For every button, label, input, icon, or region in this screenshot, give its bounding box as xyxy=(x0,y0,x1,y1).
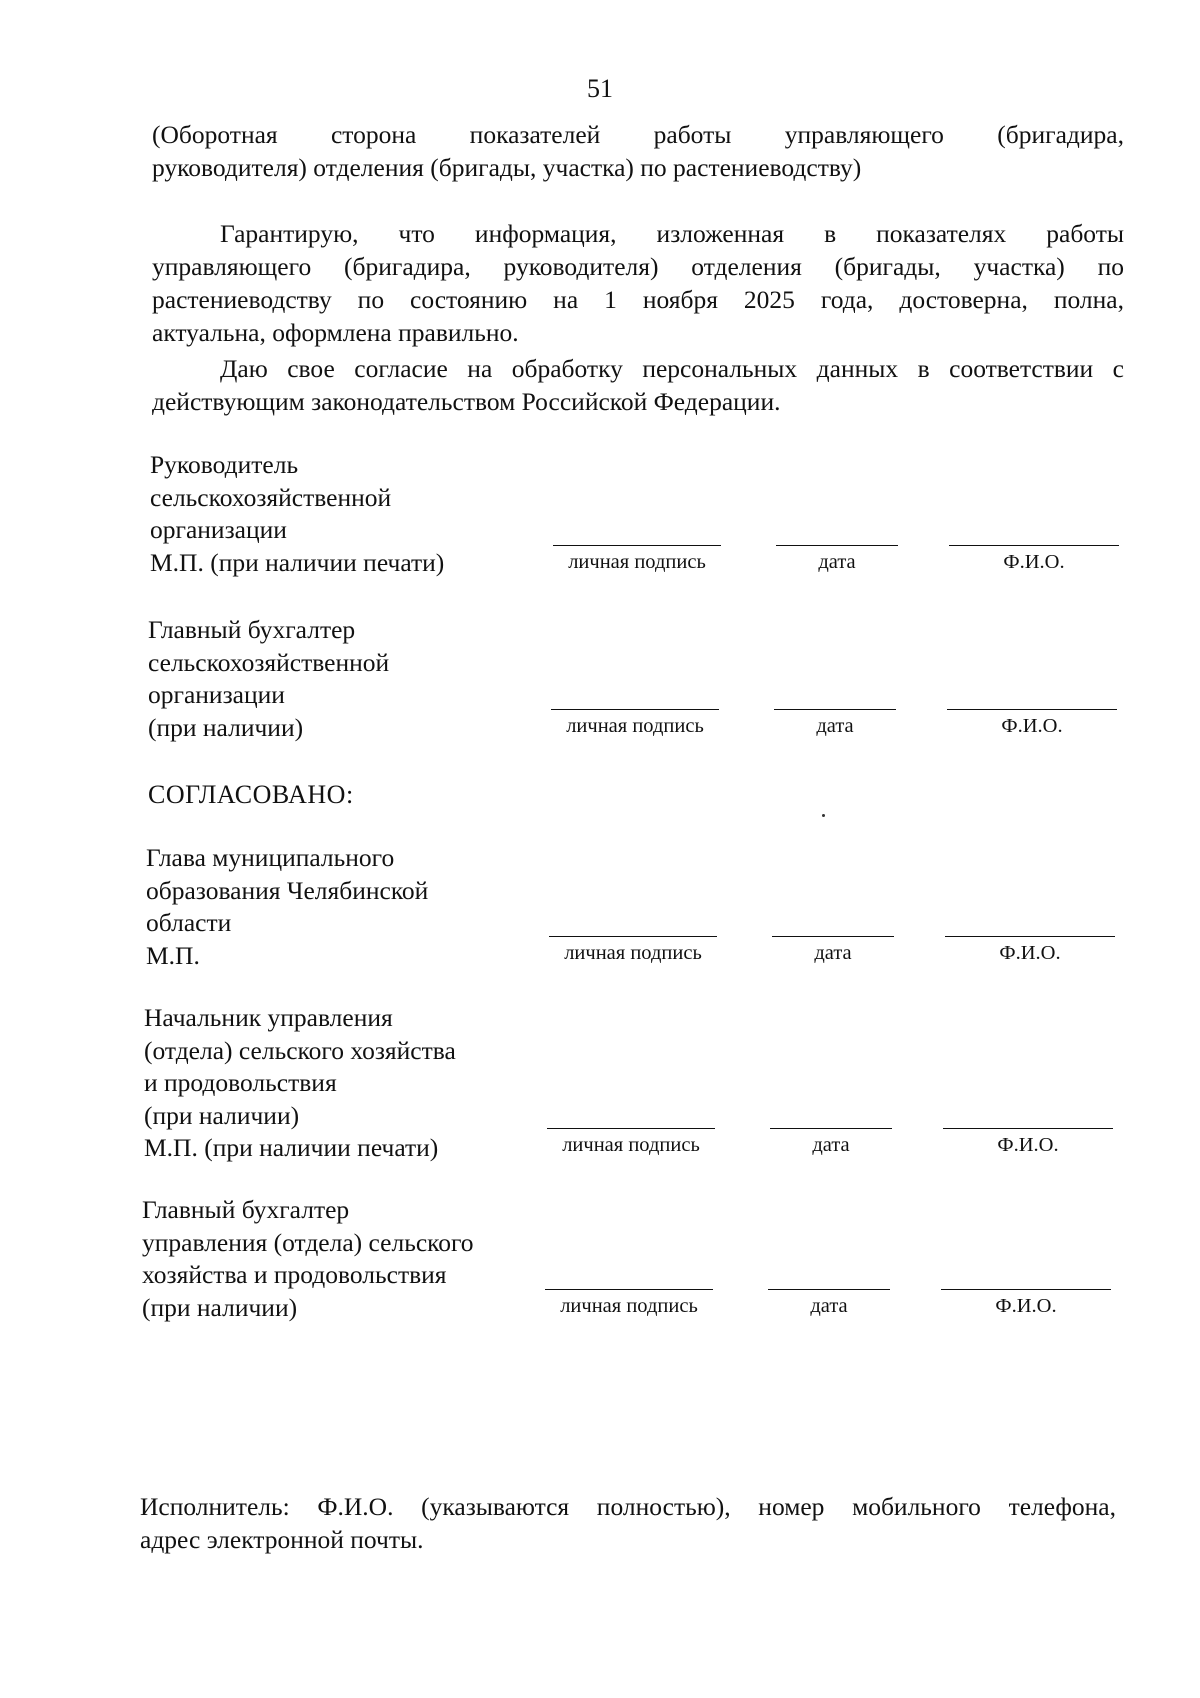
role-line: сельскохозяйственной xyxy=(148,647,390,677)
role-line: образования Челябинской xyxy=(146,875,429,905)
signature-line[interactable] xyxy=(553,545,721,546)
signature-line[interactable] xyxy=(551,709,719,710)
role-line: (при наличии) xyxy=(142,1292,298,1322)
role-line: М.П. (при наличии печати) xyxy=(150,547,445,577)
name-line[interactable] xyxy=(947,709,1117,710)
name-caption: Ф.И.О. xyxy=(1001,715,1063,737)
date-line[interactable] xyxy=(776,545,898,546)
signatory-role xyxy=(142,1194,474,1324)
agreed-heading: СОГЛАСОВАНО: xyxy=(148,780,354,809)
role-line: управления (отдела) сельского xyxy=(142,1227,474,1257)
signatory-role xyxy=(148,614,389,744)
signature-caption: личная подпись xyxy=(562,1134,700,1156)
role-line: хозяйства и продовольствия xyxy=(142,1260,447,1289)
date-caption: дата xyxy=(816,715,854,737)
role-line: организации xyxy=(148,680,285,709)
name-caption: Ф.И.О. xyxy=(997,1134,1059,1156)
signatory-role xyxy=(146,842,428,972)
consent-line-2: действующим законодательством Российской Федерации. xyxy=(152,387,781,416)
role-line: организации xyxy=(150,515,287,544)
guarantee-paragraph xyxy=(152,217,1124,349)
name-line[interactable] xyxy=(949,545,1119,546)
date-line[interactable] xyxy=(772,936,894,937)
role-line: Глава муниципального xyxy=(146,843,395,872)
signature-line[interactable] xyxy=(545,1289,713,1290)
name-caption: Ф.И.О. xyxy=(995,1295,1057,1317)
signature-caption: личная подпись xyxy=(566,715,704,737)
name-caption: Ф.И.О. xyxy=(999,942,1061,964)
name-caption: Ф.И.О. xyxy=(1003,551,1065,573)
role-line: Начальник управления xyxy=(144,1003,393,1032)
role-line: (при наличии) xyxy=(144,1100,300,1130)
signatory-role xyxy=(150,449,444,579)
signature-line[interactable] xyxy=(549,936,717,937)
date-line[interactable] xyxy=(770,1128,892,1129)
consent-paragraph xyxy=(152,352,1124,418)
guarantee-line-1: Гарантирую, что информация, изложенная в показателях работы xyxy=(220,219,1124,248)
role-line: области xyxy=(146,908,232,937)
role-line: М.П. xyxy=(146,940,200,970)
signatory-role xyxy=(144,1002,456,1165)
signature-caption: личная подпись xyxy=(568,551,706,573)
guarantee-line-2: управляющего (бригадира, руководителя) отделения (бригады, участка) по xyxy=(152,252,1124,281)
scan-speck xyxy=(822,814,825,817)
role-line: и продовольствия xyxy=(144,1068,337,1097)
name-line[interactable] xyxy=(945,936,1115,937)
guarantee-line-3: растениеводству по состоянию на 1 ноября 2025 года, достоверна, полна, xyxy=(152,285,1124,314)
date-line[interactable] xyxy=(774,709,896,710)
signature-caption: личная подпись xyxy=(564,942,702,964)
signature-line[interactable] xyxy=(547,1128,715,1129)
role-line: Главный бухгалтер xyxy=(148,615,356,644)
name-line[interactable] xyxy=(941,1289,1111,1290)
date-line[interactable] xyxy=(768,1289,890,1290)
consent-line-1: Даю свое согласие на обработку персональных данных в соответствии с xyxy=(220,354,1124,383)
role-line: сельскохозяйственной xyxy=(150,482,392,512)
name-line[interactable] xyxy=(943,1128,1113,1129)
date-caption: дата xyxy=(810,1295,848,1317)
role-line: (отдела) сельского хозяйства xyxy=(144,1035,456,1065)
form-subtitle xyxy=(152,118,1124,184)
executor-line-1: Исполнитель: Ф.И.О. (указываются полностью), номер мобильного телефона, xyxy=(140,1492,1116,1521)
role-line: (при наличии) xyxy=(148,712,304,742)
role-line: Руководитель xyxy=(150,450,299,479)
role-line: М.П. (при наличии печати) xyxy=(144,1133,439,1162)
date-caption: дата xyxy=(812,1134,850,1156)
executor-note xyxy=(140,1490,1116,1556)
date-caption: дата xyxy=(818,551,856,573)
subtitle-line-1: (Оборотная сторона показателей работы управляющего (бригадира, xyxy=(152,120,1124,149)
date-caption: дата xyxy=(814,942,852,964)
page-number: 51 xyxy=(587,74,613,103)
signature-caption: личная подпись xyxy=(560,1295,698,1317)
executor-line-2: адрес электронной почты. xyxy=(140,1525,424,1554)
subtitle-line-2: руководителя) отделения (бригады, участка) по растениеводству) xyxy=(152,153,862,182)
role-line: Главный бухгалтер xyxy=(142,1195,350,1224)
guarantee-line-4: актуальна, оформлена правильно. xyxy=(152,318,519,347)
